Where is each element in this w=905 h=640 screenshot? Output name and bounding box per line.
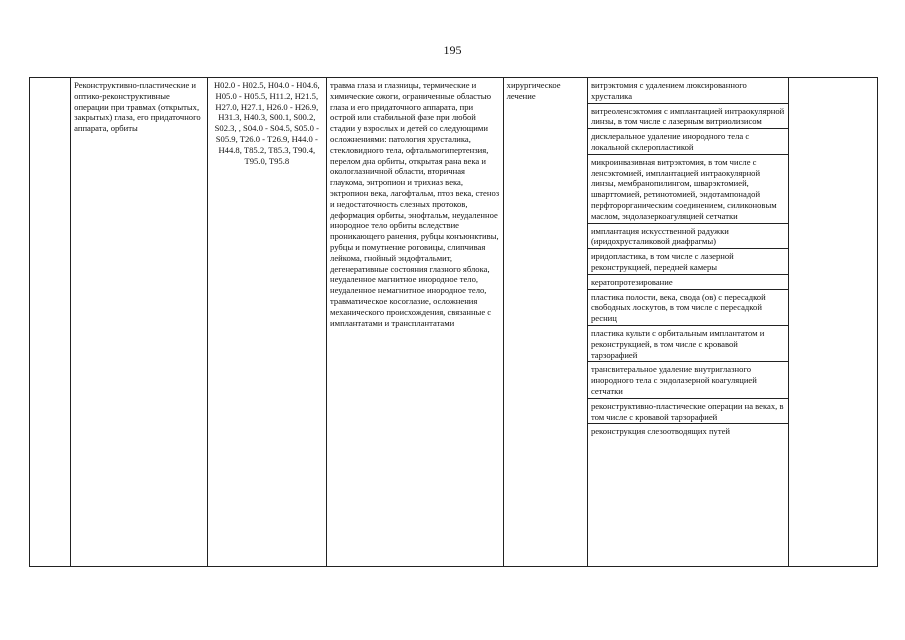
row-number-cell xyxy=(30,78,71,567)
patient-model-cell xyxy=(327,78,504,567)
operation-item: пластика культи с орбитальным имплантатом и реконструкцией, в том числе с кровавой тарзорафией xyxy=(588,325,788,361)
operation-item: витреоленсэктомия с имплантацией интраокулярной линзы, в том числе с лазерным витриолизисом xyxy=(588,103,788,129)
group-name: Реконструктивно-пластические и оптико-реконструктивные операции при травмах (открытых, закрытых) глаза, его придаточного аппарата, орбиты xyxy=(74,80,201,134)
operation-item: трансвитеральное удаление внутриглазного инородного тела с эндолазерной коагуляцией сетчатки xyxy=(588,362,788,398)
table-row xyxy=(30,78,878,567)
operations-list xyxy=(588,78,788,438)
operation-item: пластика полости, века, свода (ов) с пересадкой свободных лоскутов, в том числе с пересадкой ресниц xyxy=(588,289,788,325)
icd-codes-cell xyxy=(207,78,326,567)
page-number: 195 xyxy=(443,43,462,57)
icd-codes: H02.0 - H02.5, H04.0 - H04.6, H05.0 - H05.5, H11.2, H21.5, H27.0, H27.1, H26.0 - H26.9, H31.3, H40.3, S00.1, S00.2, S02.3, , S04.0 - S04.5, S05.0 - S05.9, T26.0 - T26.9, H44.0 - H44.8, T85.2, T85.3, T90.4, T95.0, T95.8 xyxy=(213,80,320,166)
treatment-type-cell xyxy=(503,78,587,567)
operation-item: реконструктивно-пластические операции на веках, в том числе с кровавой тарзорафией xyxy=(588,398,788,424)
operation-item: иридопластика, в том числе с лазерной реконструкцией, передней камеры xyxy=(588,249,788,275)
operations-cell xyxy=(587,78,788,567)
treatment-type: хирургическое лечение xyxy=(506,80,561,101)
patient-model: травма глаза и глазницы, термические и химические ожоги, ограниченные областью глаза и его придаточного аппарата, при острой или стабильной фазе при любой стадии у взрослых и детей со следующими осложнениями: патология хрусталика, стекловидного тела, офтальмогипертензия, перелом дна орбиты, открытая рана века и окологлазничной области, вторичная глаукома, энтропион и трихиаз века, эктропион века, лагофтальм, птоз века, стеноз и недостаточность слезных протоков, деформация орбиты, энофтальм, неудаленное инородное тело орбиты вследствие проникающего ранения, рубцы конъюнктивы, рубцы и помутнение роговицы, слипчивая лейкома, гнойный эндофтальмит, дегенеративные состояния глазного яблока, неудаленное магнитное инородное тело, неудаленное немагнитное инородное тело, травматическое косоглазие, осложнения механического происхождения, связанные с имплантатами и трансплантатами xyxy=(330,80,500,328)
group-name-cell xyxy=(71,78,207,567)
cost-cell xyxy=(788,78,877,567)
operation-item: дисклеральное удаление инородного тела с локальной склеропластикой xyxy=(588,129,788,155)
operation-item: имплантация искусственной радужки (иридохрусталиковой диафрагмы) xyxy=(588,223,788,249)
operation-item: микроинвазивная витрэктомия, в том числе с ленсэктомией, имплантацией интраокулярной линзы, мембранопилингом, шварэктомией, шварттомией, ретинотомией, эндотампонадой перфторорганическим соединением, силиконовым маслом, эндолазеркоагуляцией сетчатки xyxy=(588,154,788,223)
operation-item: кератопротезирование xyxy=(588,274,788,289)
operation-item: реконструкция слезоотводящих путей xyxy=(590,426,731,437)
procedures-table xyxy=(29,77,878,567)
operation-item: витрэктомия с удалением люксированного хрусталика xyxy=(588,78,788,103)
